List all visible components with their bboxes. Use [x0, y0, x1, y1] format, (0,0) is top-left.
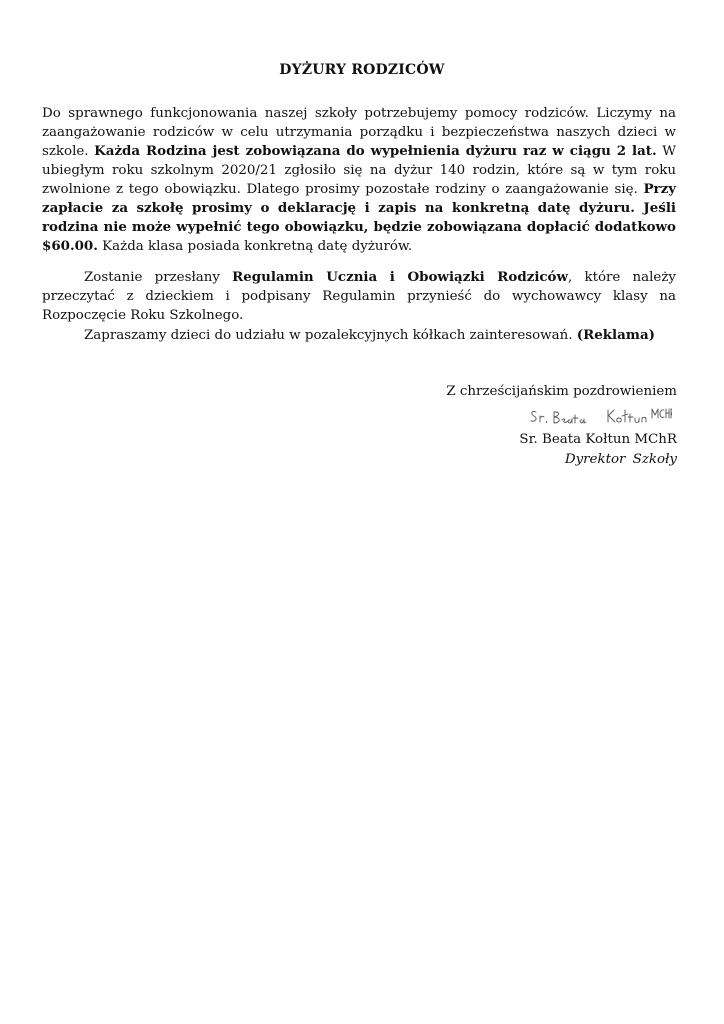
signatory-name: Sr. Beata Kołtun MChR	[519, 432, 677, 447]
paragraph-2-text-1: Zostanie przesłany	[84, 270, 233, 285]
paragraph-1-text-1: Do sprawnego funkcjonowania naszej szkoły potrzebujemy pomocy rodziców. Liczymy na zaangażowanie rodziców w celu utrzymania porządku i bezpieczeństwa naszych dzieci w szkole.	[42, 106, 676, 159]
paragraph-3-text-1: Zapraszamy dzieci do udziału w pozalekcyjnych kółkach zainteresowań.	[84, 328, 577, 343]
closing-greeting: Z chrześcijańskim pozdrowieniem	[446, 384, 677, 399]
paragraph-1-bold-2: Przy zapłacie za szkołę prosimy o deklarację i zapis na konkretną datę dyżuru. Jeśli rodzina nie może wypełnić tego obowiązku, będzie zobowiązana dopłacić dodatkowo $60.00.	[42, 181, 676, 254]
handwritten-signature	[522, 404, 672, 428]
paragraph-2-text-2: , które należy przeczytać z dzieckiem i podpisany Regulamin przynieść do wychowawcy klasy na Rozpoczęcie Roku Szkolnego.	[42, 270, 676, 323]
document-title: DYŻURY RODZICÓW	[279, 62, 445, 78]
paragraph-1-text-3: Każda klasa posiada konkretną datę dyżurów.	[97, 239, 413, 254]
signatory-role: Dyrektor Szkoły	[564, 452, 677, 467]
paragraph-parent-duties	[42, 104, 676, 256]
paragraph-invitation	[42, 326, 676, 345]
paragraph-1-bold-1: Każda Rodzina jest zobowiązana do wypełnienia dyżuru raz w ciągu 2 lat.	[94, 143, 657, 159]
paragraph-1-text-2: W ubiegłym roku szkolnym 2020/21 zgłosiło się na dyżur 140 rodzin, które są w tym roku zwolnione z tego obowiązku. Dlatego prosimy pozostałe rodziny o zaangażowanie się.	[42, 144, 676, 197]
paragraph-2-bold-1: Regulamin Ucznia i Obowiązki Rodziców	[232, 269, 569, 285]
paragraph-regulations	[42, 268, 676, 325]
paragraph-3-bold-1: (Reklama)	[576, 327, 655, 343]
